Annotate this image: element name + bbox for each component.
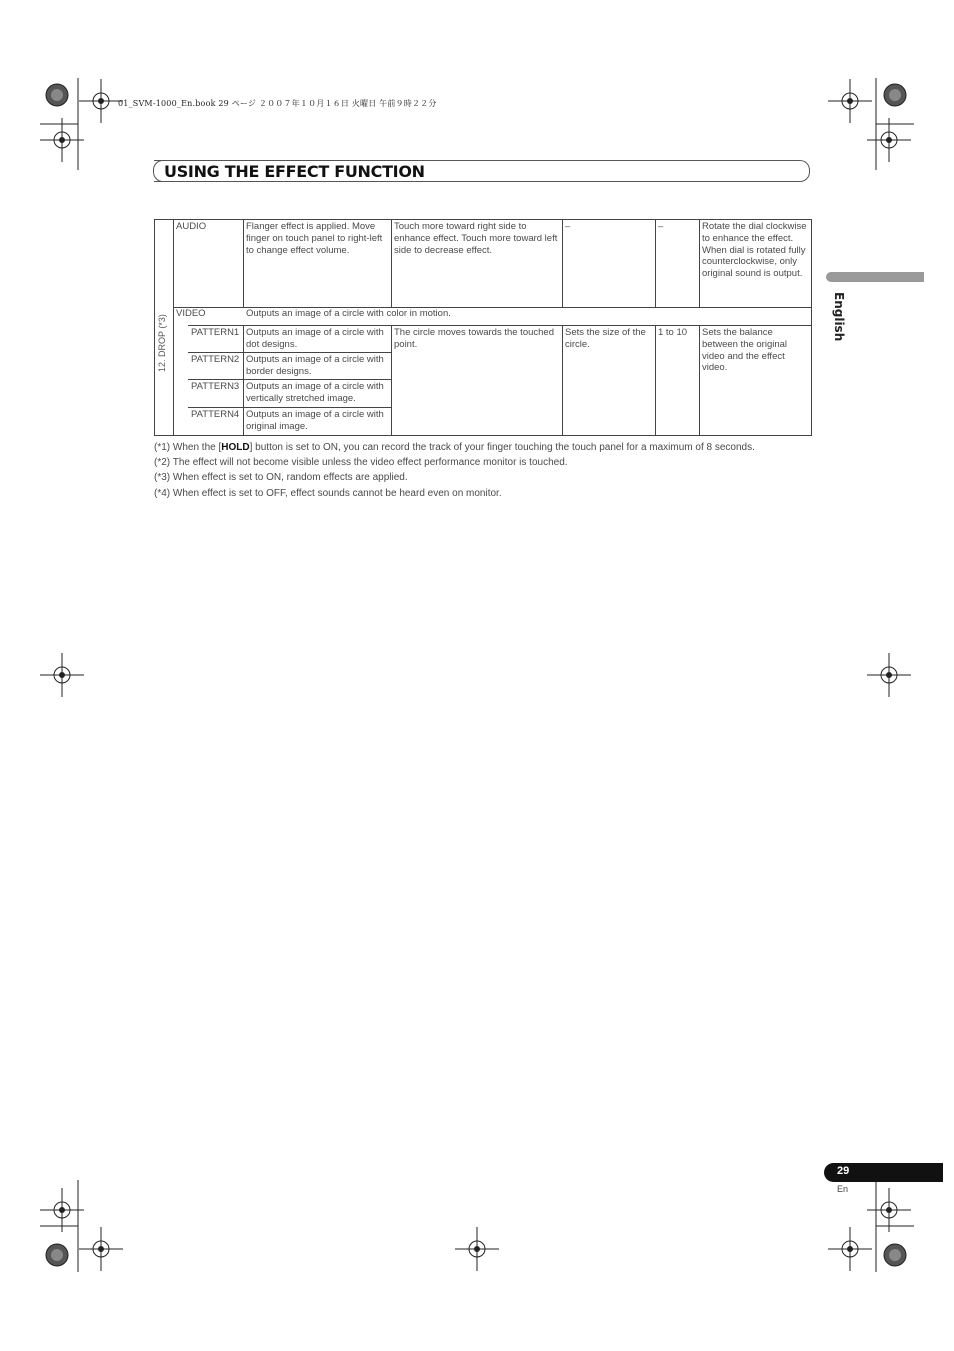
footnote-1: (*1) When the [HOLD] button is set to ON, you can record the track of your finger touching the touch panel for a maximum of 8 seconds. <box>154 442 755 453</box>
audio-dial: Rotate the dial clockwise to enhance the effect. When dial is rotated fully counterclockwise, only original sound is output. <box>702 221 807 280</box>
section-title-text: USING THE EFFECT FUNCTION <box>164 162 425 181</box>
video-description: Outputs an image of a circle with color in motion. <box>246 308 451 319</box>
footnote-4: (*4) When effect is set to OFF, effect sounds cannot be heard even on monitor. <box>154 487 502 499</box>
section-title <box>154 160 810 182</box>
audio-touch: Touch more toward right side to enhance effect. Touch more toward left side to decrease effect. <box>394 221 558 256</box>
language-tab-bar <box>826 272 924 282</box>
pattern1-name: PATTERN1 <box>191 327 240 338</box>
footnotes <box>154 440 755 501</box>
language-label: English <box>832 292 846 342</box>
pattern3-name: PATTERN3 <box>191 381 240 392</box>
group-label-cell <box>155 220 173 435</box>
video-param: Sets the size of the circle. <box>565 327 646 350</box>
footnote-2: (*2) The effect will not become visible unless the video effect performance monitor is touched. <box>154 457 568 469</box>
video-name: VIDEO <box>176 308 206 319</box>
group-label: 12. DROP (*3) <box>157 314 167 372</box>
page-language: En <box>837 1184 849 1194</box>
page-number: 29 <box>837 1165 850 1177</box>
audio-name: AUDIO <box>176 221 207 232</box>
footnote-3: (*3) When effect is set to ON, random effects are applied. <box>154 472 408 484</box>
pattern1-description: Outputs an image of a circle with dot designs. <box>246 327 384 350</box>
pattern4-name: PATTERN4 <box>191 409 240 420</box>
print-header: 01_SVM-1000_En.book 29 ページ ２００７年１０月１６日 火曜日 午前９時２２分 <box>118 99 437 108</box>
video-range: 1 to 10 <box>658 327 688 338</box>
video-dial: Sets the balance between the original video and the effect video. <box>702 327 788 374</box>
pattern2-name: PATTERN2 <box>191 354 240 365</box>
effect-table <box>154 219 812 436</box>
pattern2-description: Outputs an image of a circle with border designs. <box>246 354 384 377</box>
audio-description: Flanger effect is applied. Move finger on touch panel to right-left to change effect volume. <box>246 221 383 256</box>
audio-range: – <box>658 221 664 232</box>
pattern4-description: Outputs an image of a circle with original image. <box>246 409 384 432</box>
pattern3-description: Outputs an image of a circle with vertically stretched image. <box>246 381 384 404</box>
video-touch: The circle moves towards the touched point. <box>394 327 554 350</box>
audio-param: – <box>565 221 571 232</box>
